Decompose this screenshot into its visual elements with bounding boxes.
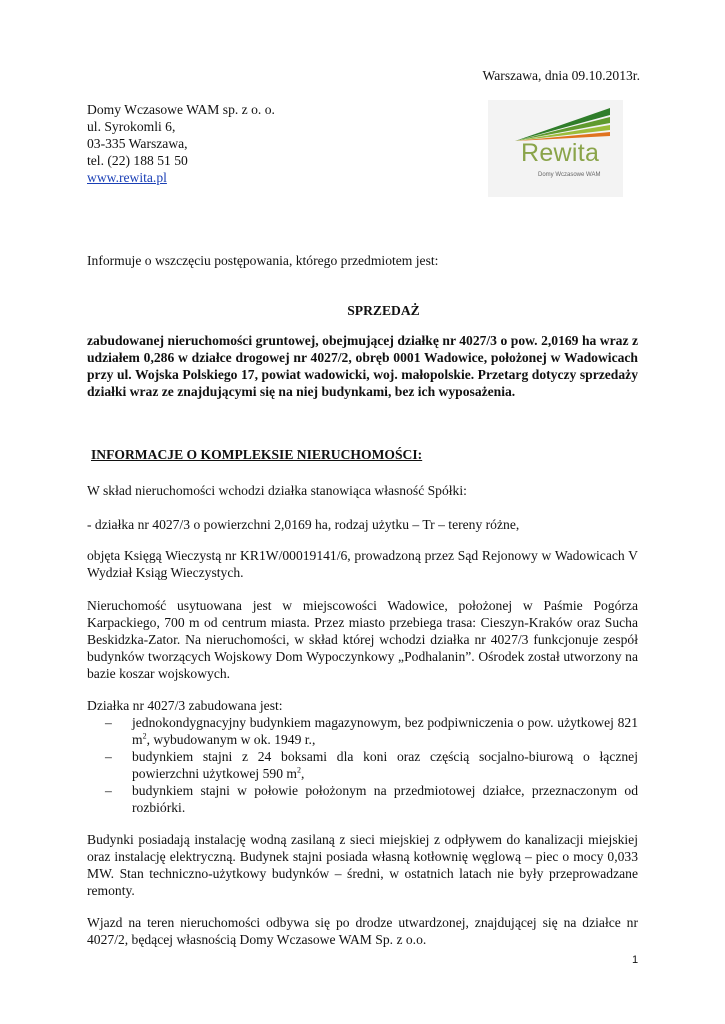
sender-website-link[interactable]: www.rewita.pl bbox=[87, 170, 167, 185]
list-item: – budynkiem stajni z 24 boksami dla koni oraz częścią socjalno-biurową o łącznej powierzchni użytkowej 590 $m^2$, bbox=[105, 749, 638, 781]
sale-description: zabudowanej nieruchomości gruntowej, obejmującej działkę nr 4027/3 o pow. 2,0169 ha wraz z udziałem 0,286 w działce drogowej nr 4027/2, obręb 0001 Wadowice, położonej w Wadowicach przy ul. Wojska Polskiego 17, powiat wadowicki, woj. małopolskie. Przetarg dotyczy sprzedaży działki wraz ze znajdującymi się na niej budynkami, bez ich wyposażenia. bbox=[87, 333, 638, 399]
sender-company: Domy Wczasowe WAM sp. z o. o. bbox=[87, 102, 275, 117]
paragraph-buildings bbox=[87, 697, 638, 816]
paragraph-ownership: W skład nieruchomości wchodzi działka stanowiąca własność Spółki: bbox=[87, 483, 467, 498]
logo-stripes-graphic bbox=[515, 104, 610, 142]
logo-wordmark: Rewita bbox=[521, 139, 600, 167]
sender-street: ul. Syrokomli 6, bbox=[87, 119, 176, 134]
list-item: – jednokondygnacyjny budynkiem magazynowym, bez podpiwniczenia o pow. użytkowej 821 $m^2$, wybudowanym w ok. 1949 r., bbox=[105, 715, 638, 747]
paragraph-location: Nieruchomość usytuowana jest w miejscowości Wadowice, położonej w Paśmie Pogórza Karpackiego, 700 m od centrum miasta. Przez miasto przebiega trasa: Cieszyn-Kraków oraz Sucha Beskidzka-Zator. Na nieruchomości, w skład której wchodzi działka nr 4027/3 funkcjonuje zespół budynków tworzących Wojskowy Dom Wypoczynkowy „Podhalanin”. Ośrodek został utworzony na bazie koszar wojskowych. bbox=[87, 598, 638, 681]
sender-postal-city: 03-335 Warszawa, bbox=[87, 136, 188, 151]
page-number: 1 bbox=[632, 954, 639, 966]
dash-bullet: – bbox=[105, 749, 112, 764]
intro-text: Informuje o wszczęciu postępowania, którego przedmiotem jest: bbox=[87, 253, 439, 268]
dash-bullet: – bbox=[105, 715, 112, 730]
paragraph-land-register: objęta Księgą Wieczystą nr KR1W/00019141/6, prowadzoną przez Sąd Rejonowy w Wadowicach V Wydział Ksiąg Wieczystych. bbox=[87, 548, 638, 580]
list-item: – budynkiem stajni w połowie położonym na przedmiotowej działce, przeznaczonym od rozbiórki. bbox=[105, 783, 638, 815]
sender-phone: tel. (22) 188 51 50 bbox=[87, 153, 188, 168]
paragraph-access-road: Wjazd na teren nieruchomości odbywa się po drodze utwardzonej, znajdującej się na działce nr 4027/2, będącej własnością Domy Wczasowe WAM Sp. z o.o. bbox=[87, 915, 638, 947]
paragraph-plot-details: - działka nr 4027/3 o powierzchni 2,0169 ha, rodzaj użytku – Tr – tereny różne, bbox=[87, 517, 520, 532]
section-heading: INFORMACJE O KOMPLEKSIE NIERUCHOMOŚCI: bbox=[91, 447, 423, 462]
sale-heading: SPRZEDAŻ bbox=[347, 303, 420, 318]
sender-address bbox=[87, 101, 275, 186]
logo-tagline: Domy Wczasowe WAM bbox=[538, 172, 601, 178]
buildings-intro: Działka nr 4027/3 zabudowana jest: bbox=[87, 698, 283, 713]
buildings-list bbox=[105, 714, 638, 816]
document-date: Warszawa, dnia 09.10.2013r. bbox=[482, 68, 640, 83]
paragraph-installations: Budynki posiadają instalację wodną zasilaną z sieci miejskiej z odpływem do kanalizacji miejskiej oraz instalację elektryczną. Budynek stajni posiada własną kotłownię węglową – piec o mocy 0,033 MW. Stan techniczno-użytkowy budynków – średni, w ostatnich latach nie były przeprowadzane remonty. bbox=[87, 832, 638, 898]
dash-bullet: – bbox=[105, 783, 112, 798]
